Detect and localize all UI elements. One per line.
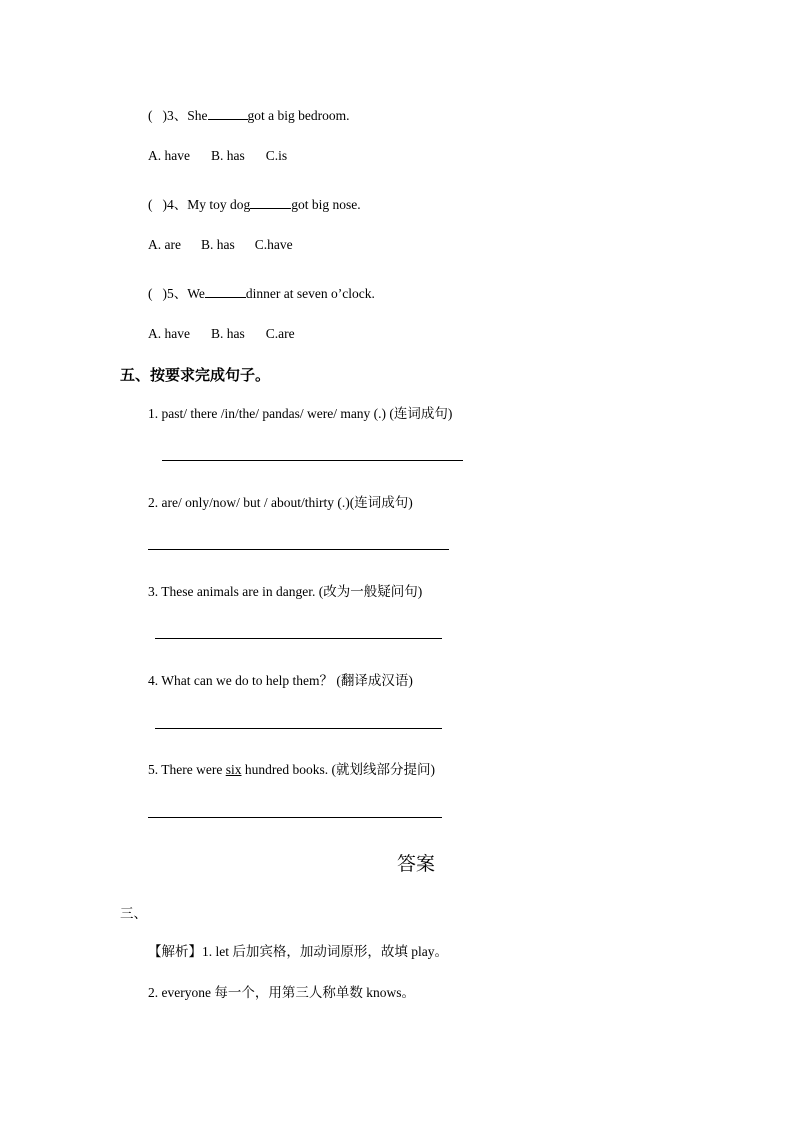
question-4 [148,193,361,213]
question-4-options [148,237,293,253]
answer-line [155,638,442,639]
question-4-prefix: 4、My toy dog [167,197,251,212]
question-5-paren-open: ( [148,286,153,301]
question-3-paren-close: ) [162,108,167,123]
option-c: C.are [265,326,295,341]
question-4-paren-open: ( [148,197,153,212]
question-5 [148,282,375,302]
question-3-suffix: got a big bedroom. [247,108,350,123]
option-b: B. has [210,326,245,341]
answer-blank [205,284,246,298]
underlined-word: six [225,762,242,777]
question-3 [148,104,349,124]
sentence-item-4: 4. What can we do to help them？ (翻译成汉语) [148,673,413,688]
sentence-item-3: 3. These animals are in danger. (改为一般疑问句) [148,584,423,599]
sentence-item-2: 2. are/ only/now/ but / about/thirty (.)(连词成句) [148,495,413,510]
answer-line [148,549,449,550]
answers-section-label: 三、 [120,906,147,921]
answer-line [162,460,463,461]
answer-line [148,817,442,818]
answers-title: 答案 [397,853,436,875]
option-a: A. have [148,326,190,341]
sentence-item-5-before: 5. There were [148,762,226,777]
answer-line [155,728,442,729]
answer-explanation-1: 【解析】1. let 后加宾格，加动词原形，故填 play。 [148,944,448,959]
section-5-heading: 五、按要求完成句子。 [120,366,271,384]
sentence-item-5-after: hundred books. (就划线部分提问) [241,762,435,777]
sentence-item-5 [148,758,435,778]
question-3-prefix: 3、She [167,108,208,123]
question-3-options [148,148,287,164]
answer-blank [208,106,248,120]
question-3-paren-open: ( [148,108,153,123]
answer-blank [250,195,291,209]
option-a: A. are [148,237,181,252]
option-c: C.have [254,237,293,252]
option-a: A. have [148,148,190,163]
question-5-prefix: 5、We [167,286,205,301]
question-5-paren-close: ) [162,286,167,301]
sentence-item-1: 1. past/ there /in/the/ pandas/ were/ many (.) (连词成句) [148,406,453,421]
option-b: B. has [200,237,235,252]
option-b: B. has [210,148,245,163]
question-5-suffix: dinner at seven o’clock. [245,286,375,301]
option-c: C.is [265,148,288,163]
question-4-paren-close: ) [162,197,167,212]
question-4-suffix: got big nose. [291,197,361,212]
answer-explanation-2: 2. everyone 每一个，用第三人称单数 knows。 [148,985,415,1000]
question-5-options [148,326,295,342]
